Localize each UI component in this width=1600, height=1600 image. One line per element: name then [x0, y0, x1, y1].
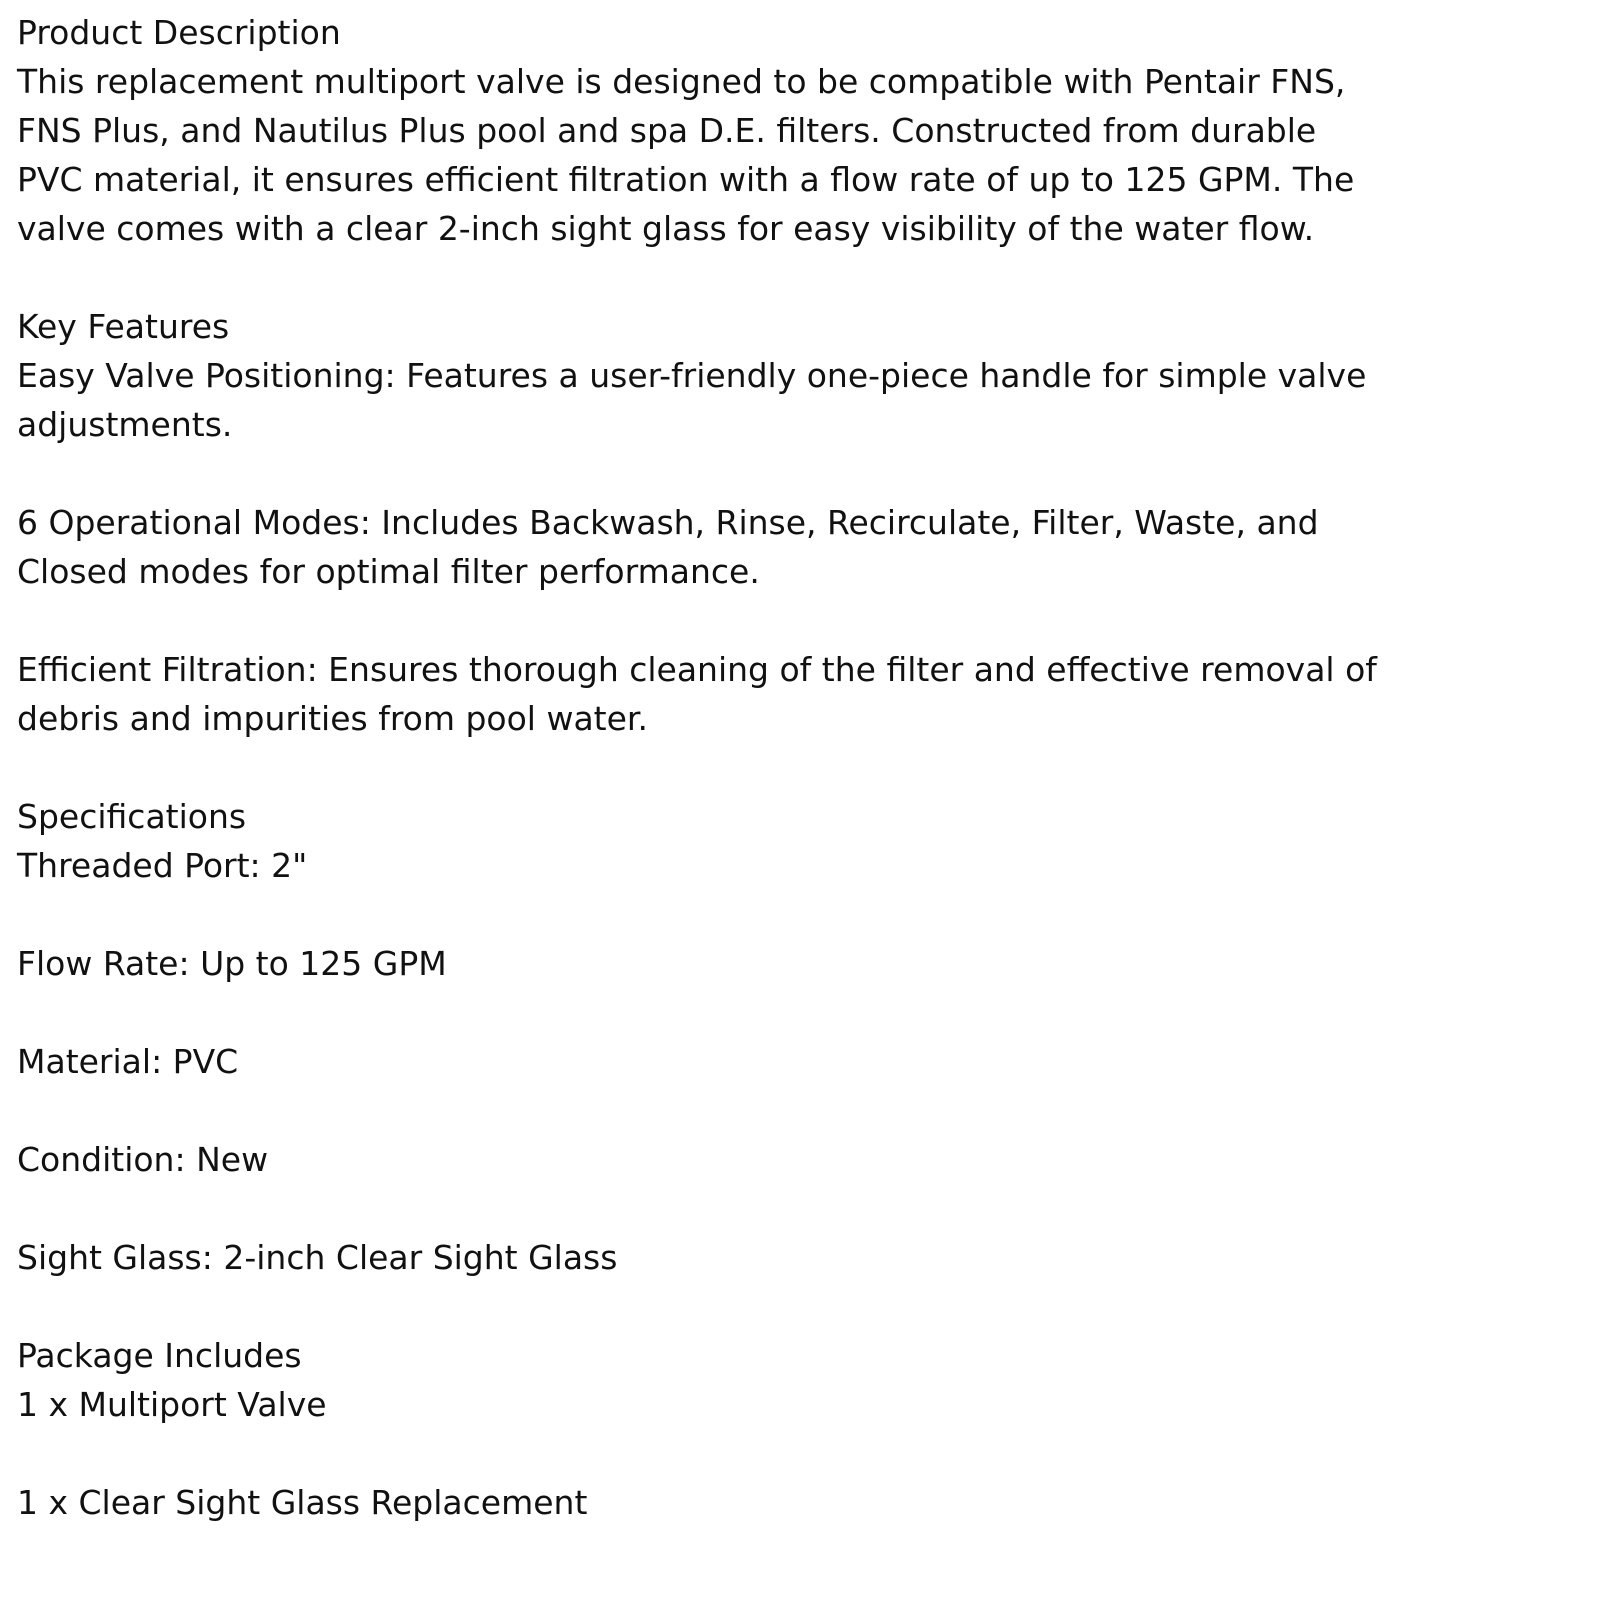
spacer	[17, 1086, 1577, 1135]
spacer	[17, 449, 1577, 498]
product-document	[17, 8, 1577, 1527]
description-line: FNS Plus, and Nautilus Plus pool and spa D.E. filters. Constructed from durable	[17, 111, 1317, 150]
description-line: PVC material, it ensures efficient filtration with a flow rate of up to 125 GPM. The	[17, 160, 1355, 199]
description-line: valve comes with a clear 2-inch sight glass for easy visibility of the water flow.	[17, 209, 1315, 248]
product-description-section	[17, 8, 1577, 253]
key-features-section	[17, 302, 1577, 743]
spec-threaded-port: Threaded Port: 2"	[17, 846, 308, 885]
feature-operational-modes	[17, 498, 1577, 596]
spec-condition: Condition: New	[17, 1140, 269, 1179]
specifications-section	[17, 792, 1577, 1282]
package-includes-section	[17, 1331, 1577, 1527]
spacer	[17, 1429, 1577, 1478]
description-line: This replacement multiport valve is designed to be compatible with Pentair FNS,	[17, 62, 1346, 101]
package-item: 1 x Multiport Valve	[17, 1385, 327, 1424]
spacer	[17, 596, 1577, 645]
feature-line: 6 Operational Modes: Includes Backwash, Rinse, Recirculate, Filter, Waste, and	[17, 503, 1319, 542]
package-includes-heading: Package Includes	[17, 1336, 302, 1375]
feature-line: debris and impurities from pool water.	[17, 699, 648, 738]
spacer	[17, 988, 1577, 1037]
specifications-heading: Specifications	[17, 797, 247, 836]
spacer	[17, 743, 1577, 792]
spacer	[17, 890, 1577, 939]
key-features-heading: Key Features	[17, 307, 230, 346]
feature-easy-valve-positioning	[17, 351, 1577, 449]
spacer	[17, 1184, 1577, 1233]
feature-line: adjustments.	[17, 405, 233, 444]
feature-line: Easy Valve Positioning: Features a user-friendly one-piece handle for simple valve	[17, 356, 1367, 395]
feature-efficient-filtration	[17, 645, 1577, 743]
product-description-heading: Product Description	[17, 13, 341, 52]
spacer	[17, 1282, 1577, 1331]
spec-material: Material: PVC	[17, 1042, 239, 1081]
spec-flow-rate: Flow Rate: Up to 125 GPM	[17, 944, 447, 983]
feature-line: Closed modes for optimal filter performance.	[17, 552, 760, 591]
package-item: 1 x Clear Sight Glass Replacement	[17, 1483, 588, 1522]
spec-sight-glass: Sight Glass: 2-inch Clear Sight Glass	[17, 1238, 618, 1277]
feature-line: Efficient Filtration: Ensures thorough cleaning of the filter and effective removal of	[17, 650, 1377, 689]
spacer	[17, 253, 1577, 302]
